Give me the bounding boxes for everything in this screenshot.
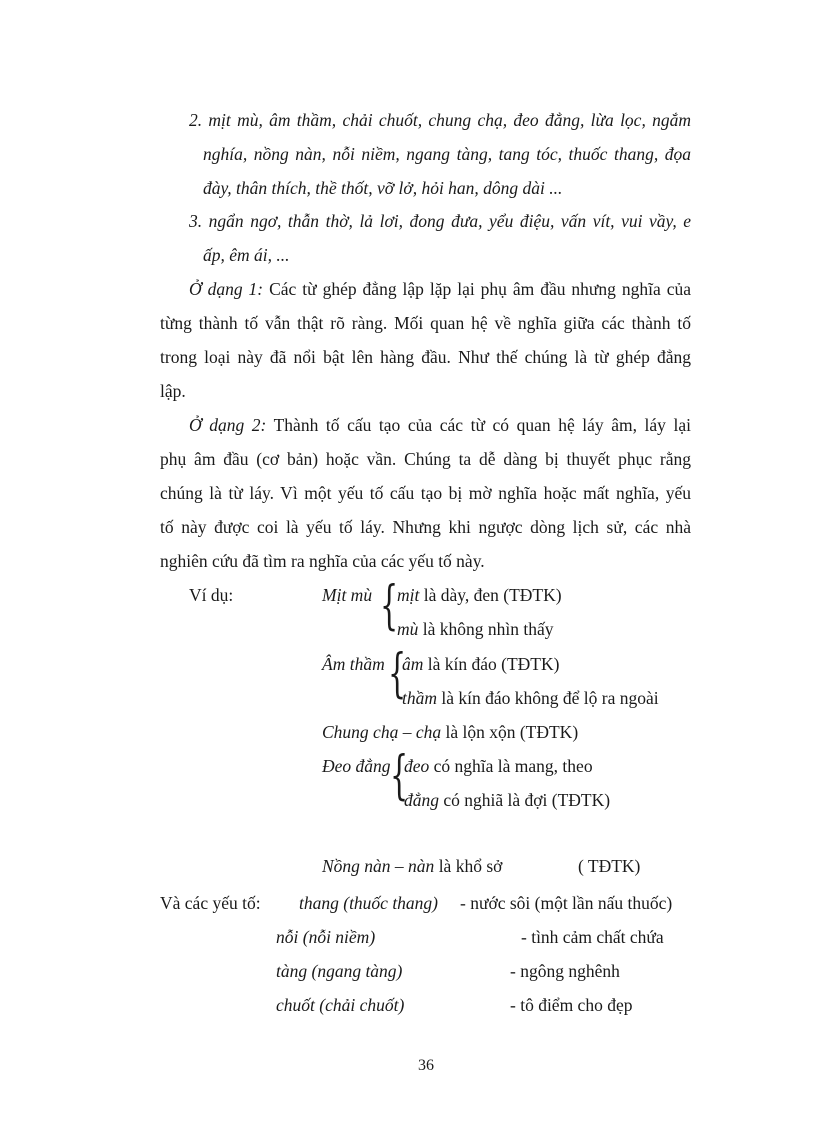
example-deo-dang-line-b — [404, 792, 610, 810]
example-deo-dang-a-text: có nghĩa là mang, theo — [429, 756, 593, 776]
paragraph-2-line-5: nghiên cứu đã tìm ra nghĩa của các yếu tố này. — [160, 551, 485, 571]
list-item-3-line-1: 3. ngẩn ngơ, thẫn thờ, lả lơi, đong đưa, yểu điệu, vấn vít, vui vầy, e — [189, 211, 691, 231]
example-mit-mu-line-a — [397, 587, 562, 605]
example-nong-nan — [322, 858, 502, 876]
example-label: Ví dụ: — [189, 585, 234, 605]
example-am-tham-word: Âm thầm — [322, 654, 385, 674]
paragraph-1-line-1-text: Các từ ghép đẳng lập lặp lại phụ âm đầu nhưng nghĩa của — [263, 279, 691, 299]
example-deo-dang-line-a — [404, 758, 593, 776]
example-am-tham-b-word: thầm — [402, 688, 437, 708]
example-deo-dang-a-word: đeo — [404, 756, 430, 776]
example-nong-nan-word: Nồng nàn – nàn — [322, 856, 435, 876]
paragraph-1-line-4: lập. — [160, 381, 186, 401]
list-item-3-line-2: ấp, êm ái, ... — [203, 245, 290, 265]
example-mit-mu-b-text: là không nhìn thấy — [418, 619, 554, 639]
element-meaning-chuot: - tô điểm cho đẹp — [510, 995, 633, 1015]
example-mit-mu-a-word: mịt — [397, 585, 420, 605]
brace-icon: { — [380, 576, 399, 636]
element-term-chuot: chuốt (chải chuốt) — [276, 995, 405, 1015]
paragraph-2-line-1-text: Thành tố cấu tạo của các từ có quan hệ láy âm, láy lại — [266, 415, 691, 435]
paragraph-1-line-2: từng thành tố vẫn thật rõ ràng. Mối quan hệ về nghĩa giữa các thành tố — [160, 313, 691, 333]
page-number: 36 — [418, 1057, 434, 1074]
example-chung-cha-text: là lộn xộn (TĐTK) — [441, 722, 579, 742]
paragraph-1-line-1 — [189, 281, 691, 299]
example-mit-mu-a-text: là dày, đen (TĐTK) — [419, 585, 562, 605]
example-deo-dang-b-text: có nghiã là đợi (TĐTK) — [439, 790, 611, 810]
example-deo-dang-b-word: đẳng — [404, 790, 439, 810]
example-am-tham-a-text: là kín đáo (TĐTK) — [423, 654, 560, 674]
paragraph-2-lead: Ở dạng 2: — [189, 415, 267, 435]
example-nong-nan-text: là khổ sở — [434, 856, 503, 876]
example-mit-mu-line-b — [397, 621, 554, 639]
brace-icon: { — [388, 644, 407, 704]
brace-icon: { — [390, 746, 409, 806]
example-chung-cha — [322, 724, 578, 742]
paragraph-2-line-4: tố này được coi là yếu tố láy. Nhưng khi ngược dòng lịch sử, các nhà — [160, 517, 691, 537]
element-term-thang: thang (thuốc thang) — [299, 893, 439, 913]
example-am-tham-b-text: là kín đáo không để lộ ra ngoài — [437, 688, 659, 708]
example-nong-nan-source: ( TĐTK) — [578, 856, 641, 876]
elements-intro: Và các yếu tố: — [160, 893, 261, 913]
example-mit-mu-b-word: mù — [397, 619, 419, 639]
example-am-tham-a-word: âm — [402, 654, 424, 674]
element-meaning-thang: - nước sôi (một lần nấu thuốc) — [460, 893, 673, 913]
list-item-2-line-2: nghía, nồng nàn, nỗi niềm, ngang tàng, tang tóc, thuốc thang, đọa — [203, 144, 691, 164]
element-term-noi: nỗi (nỗi niềm) — [276, 927, 376, 947]
element-meaning-noi: - tình cảm chất chứa — [521, 927, 664, 947]
paragraph-1-lead: Ở dạng 1: — [189, 279, 264, 299]
example-am-tham-line-a — [402, 656, 559, 674]
list-item-2-line-3: đày, thân thích, thề thốt, vỡ lở, hỏi han, dông dài ... — [203, 178, 563, 198]
element-term-tang: tàng (ngang tàng) — [276, 961, 403, 981]
example-mit-mu-word: Mịt mù — [322, 585, 373, 605]
list-item-2-line-1: 2. mịt mù, âm thầm, chải chuốt, chung chạ, đeo đẳng, lừa lọc, ngắm — [189, 110, 691, 130]
example-deo-dang-word: Đeo đẳng — [322, 756, 391, 776]
paragraph-2-line-2: phụ âm đầu (cơ bản) hoặc vần. Chúng ta dễ dàng bị thuyết phục rằng — [160, 449, 691, 469]
paragraph-2-line-3: chúng là từ láy. Vì một yếu tố cấu tạo bị mờ nghĩa hoặc mất nghĩa, yếu — [160, 483, 691, 503]
example-am-tham-line-b — [402, 690, 659, 708]
paragraph-1-line-3: trong loại này đã nổi bật lên hàng đầu. Như thế chúng là từ ghép đẳng — [160, 347, 691, 367]
paragraph-2-line-1 — [189, 417, 691, 435]
element-meaning-tang: - ngông nghênh — [510, 961, 620, 981]
example-chung-cha-word: Chung chạ – chạ — [322, 722, 442, 742]
